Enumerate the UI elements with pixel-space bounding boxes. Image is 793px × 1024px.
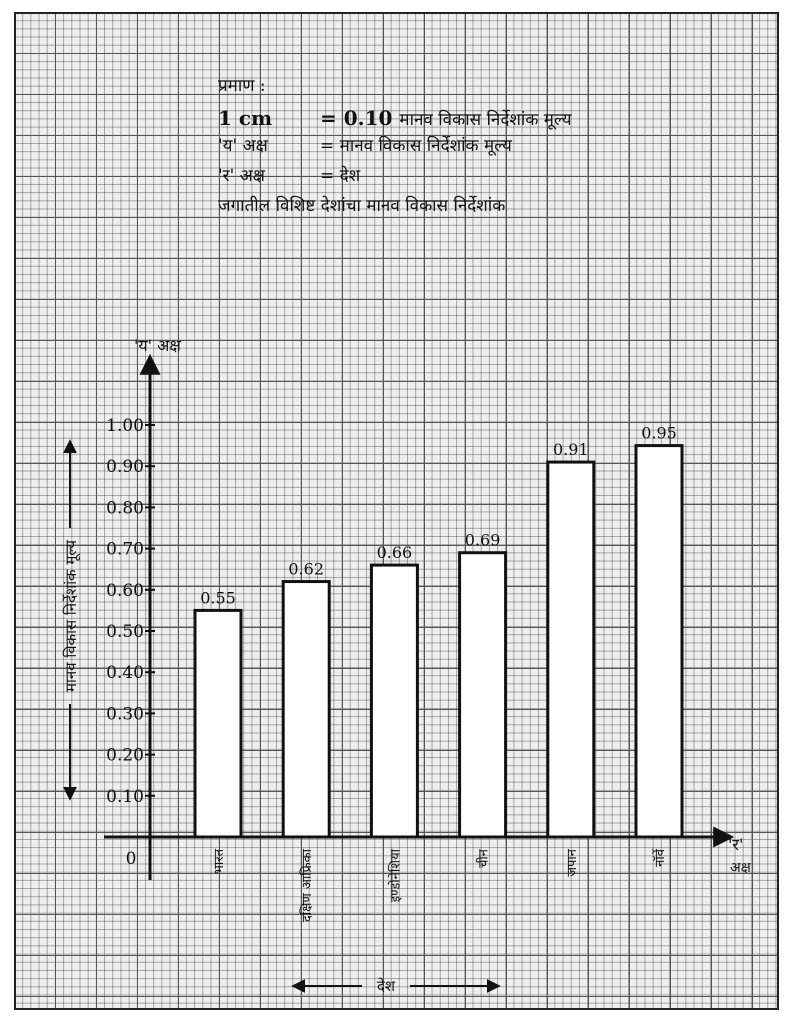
scale-unit-text: मानव विकास निर्देशांक मूल्य: [399, 110, 572, 130]
bar: [636, 446, 682, 837]
scale-unit-value: 0.10: [343, 106, 393, 130]
bar-value-label: 0.69: [464, 530, 501, 550]
y-tick-label: 0.50: [106, 622, 144, 642]
x-tick-label: दक्षिण आफ्रिका: [300, 849, 316, 923]
bar-value-label: 0.95: [641, 423, 677, 443]
scale-x-value-group: = देश: [320, 166, 361, 186]
scale-x-key: 'र' अक्ष: [218, 166, 265, 186]
bar-value-label: 0.55: [200, 588, 236, 608]
y-tick-label: 0.30: [106, 704, 144, 725]
y-tick-label: 0.40: [106, 663, 144, 684]
bar: [283, 582, 329, 837]
x-tick-label: चीन: [476, 849, 492, 868]
y-tick-label: 0.80: [106, 498, 144, 519]
scale-y-value-group: = मानव विकास निर्देशांक मूल्य: [320, 136, 512, 156]
y-tick-label: 0: [125, 849, 137, 869]
y-tick-label: 0.60: [106, 580, 144, 601]
bar: [548, 462, 594, 837]
x-tick-label: जपान: [564, 849, 580, 877]
x-tick-label: इण्डोनेशिया: [388, 849, 404, 903]
x-axis-label: देश: [376, 977, 396, 995]
scale-unit-value-group: = 0.10 मानव विकास निर्देशांक मूल्य: [320, 106, 572, 130]
chart-title: जगातील विशिष्ट देशांचा मानव विकास निर्देशांक: [218, 196, 506, 216]
y-tick-label: 0.20: [106, 745, 144, 766]
y-tick-label: 0.90: [106, 457, 144, 478]
y-axis-label: मानव विकास निर्देशांक मूल्य: [62, 540, 80, 692]
bar: [195, 610, 241, 837]
scale-x-value: देश: [339, 166, 361, 186]
y-tick-label: 0.70: [106, 539, 144, 560]
bar-value-label: 0.66: [376, 543, 413, 563]
scale-heading: प्रमाण :: [218, 76, 266, 96]
scale-unit-key: 1 cm: [218, 106, 273, 130]
y-axis-tag: 'य' अक्ष: [134, 336, 181, 355]
bar: [460, 553, 506, 837]
x-tick-label: भारत: [212, 849, 227, 875]
x-axis-tag: 'र': [728, 835, 744, 854]
bar: [371, 565, 417, 837]
bar-value-label: 0.91: [552, 440, 589, 460]
x-axis-tag-word: अक्ष: [730, 860, 751, 876]
y-tick-label: 0.10: [106, 786, 144, 807]
x-tick-label: नॉर्वे: [653, 849, 668, 867]
y-tick-label: 1.00: [106, 416, 144, 436]
bar-value-label: 0.62: [288, 559, 325, 579]
scale-y-key: 'य' अक्ष: [218, 136, 268, 156]
scale-y-value: मानव विकास निर्देशांक मूल्य: [339, 136, 512, 156]
